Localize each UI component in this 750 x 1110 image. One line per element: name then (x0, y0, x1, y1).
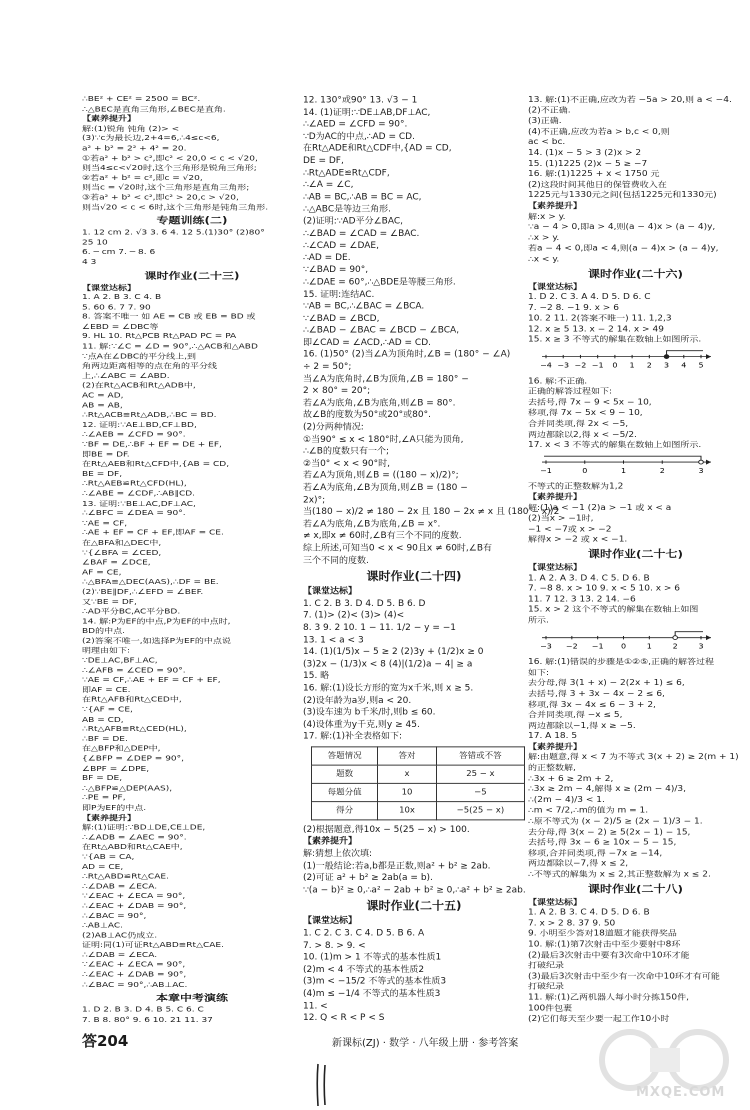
answer-line: (2)证明:∵AD平分∠BAC, (303, 216, 403, 227)
answer-line: 又∵BE = DF, (82, 598, 137, 606)
answer-line: ∴AB = BC,∴AB = BC = AC, (303, 192, 422, 203)
answer-line: 9. 小明至少答对18道题才能获得奖品 (528, 929, 677, 939)
answer-line: −1 < −7或 x > −2 (528, 525, 612, 534)
answer-line: 角两边距离相等的点在角的平分线 (82, 362, 218, 371)
table-cell: 得分 (312, 802, 378, 820)
answer-line: 7. −8 8. x > 10 9. x < 5 10. x > 6 (528, 584, 681, 594)
answer-line: ∵{AF = CE, (82, 706, 133, 714)
answer-line: 1. A 2. B 3. C 4. D 5. D 6. B (528, 908, 650, 918)
answer-line: ∴∠A = ∠C, (303, 180, 354, 191)
answer-line: 14. (1)x − 5 > 3 (2)x > 2 (528, 148, 642, 158)
answer-line: 移项,合并同类项,得 −7x ≥ −14, (528, 849, 663, 858)
answer-line: 在Rt△AEB和Rt△CFD中,{AB = CD, (82, 460, 230, 469)
answer-line: (2)在Rt△ACB和Rt△ADB中, (82, 382, 196, 391)
answer-line: (2)∵BE∥DF,∴∠EFD = ∠BEF. (82, 588, 204, 597)
answer-line: 100件包裹 (528, 1004, 573, 1013)
answer-line: 解得x > −2 或 x < −1. (528, 535, 628, 545)
answer-line: 12. 130°或90° 13. √3 − 1 (303, 95, 418, 106)
answer-line: 13. 解:(1)不正确,应改为若 −5a > 20,则 a < −4. (528, 95, 732, 105)
answer-line: ∴∠BAC = 90°, (82, 912, 147, 921)
number-line-label: −1 (591, 641, 604, 651)
answer-line: 15. (1)1225 (2)x − 5 ≥ −7 (528, 159, 648, 169)
answer-line: AB = CD, (82, 716, 124, 724)
answer-line: 25 10 (82, 238, 108, 247)
table-cell: 答对 (378, 747, 437, 765)
number-line-label: 0 (612, 361, 618, 370)
section-heading: 课时作业(二十六) (588, 267, 683, 280)
answer-line: (3)正确. (528, 117, 562, 126)
answer-line: BD的中点. (82, 627, 125, 636)
answer-line: 11. < (303, 1001, 328, 1012)
number-line-label: 5 (698, 361, 704, 370)
answer-line: AF = CE, (82, 568, 122, 577)
answer-line: ∴PE = PF, (82, 794, 126, 803)
answer-line: 即P为EF的中点. (82, 804, 147, 813)
solution-ray (544, 456, 701, 462)
answer-line: 11. 解:(1)乙两机器人每小时分拣150件, (528, 993, 689, 1003)
answer-line: ∴Rt△AEB≌Rt△CFD(HL), (82, 480, 187, 489)
answer-line: 在△BFA和△DEC中, (82, 539, 162, 548)
score-table (311, 746, 525, 820)
table-cell: 答题情况 (312, 747, 378, 765)
answer-line: 1. D 2. C 3. A 4. D 5. D 6. C (528, 293, 651, 302)
answer-line: 7. B 8. 80° 9. 6 10. 21 11. 37 (82, 1016, 213, 1025)
answer-line: (1)一般结论:若a,b都是正数,则a² + b² ≥ 2ab. (303, 861, 491, 871)
answer-line: ∵{AB = CA, (82, 853, 135, 862)
answer-line: (2)m < 4 不等式的基本性质2 (303, 965, 425, 975)
answer-line: ∵∠BAD = 90°, (303, 265, 369, 275)
answer-line: ∴∠AFB = ∠CED = 90°. (82, 666, 186, 675)
right-column (528, 95, 743, 1025)
answer-line: 解:x > y. (528, 212, 566, 222)
answer-line: 打破纪录 (528, 983, 565, 992)
number-line-label: 0 (582, 466, 588, 475)
answer-line: ∴3x ≥ 2m − 4,解得 x ≥ (2m − 4)/3, (528, 785, 686, 794)
answer-line: ∵AE = CF,∴AE + EF = CF + EF, (82, 676, 221, 685)
answer-line: ∠EBD = ∠DBC等 (82, 323, 159, 332)
answer-line: ∴AD = DE. (303, 253, 351, 263)
number-line-label: 3 (664, 361, 670, 370)
answer-line: 证明:同(1)可证Rt△ABD≌Rt△CAE. (82, 941, 224, 950)
answer-line: (4)m ≤ −1/4 不等式的基本性质3 (303, 989, 441, 1000)
answer-line: ∵a − 4 > 0,即a > 4,则(a − 4)x > (a − 4)y, (528, 223, 716, 232)
number-line-label: 2 (672, 641, 678, 651)
answer-line: 8. 3 9. 2 10. 1 − 11. 1/2 − y = −1 (303, 623, 457, 633)
answer-line: 解:(1)a < −1 (2)a > −1 或 x < a (528, 503, 672, 513)
table-cell: 答错或不答 (436, 747, 524, 765)
answer-line: 打破纪录 (528, 961, 565, 971)
answer-line: (2)分两种情况: (303, 422, 364, 433)
number-line-label: 3 (698, 466, 704, 475)
answer-line: ∴AD平分BC,AC平分BD. (82, 608, 181, 616)
number-line-label: 1 (646, 641, 652, 651)
answer-line: ∴∠BAD = ∠CAD = ∠BAC. (303, 229, 420, 239)
answer-line: 解:猜想上依次填: (303, 849, 373, 859)
answer-line: (2)AB⊥AC仍成立. (82, 931, 158, 940)
answer-line: 合并同类项,得 −x ≤ 5, (528, 711, 623, 720)
answer-line: ∴Rt△ADE≌Rt△CDF, (303, 168, 390, 179)
answer-line: 若∠A为底角,∠B为顶角,则∠B = (180 − (303, 483, 468, 493)
answer-line: 15. 略 (303, 671, 330, 682)
number-line-label: 1 (629, 361, 635, 370)
section-heading: 专题训练(二) (156, 215, 228, 227)
subsection-tag: 【课堂达标】 (528, 898, 583, 907)
number-line-arrow (706, 635, 711, 640)
answer-line: ∵点A在∠DBC的平分线上,到 (82, 352, 197, 361)
answer-line: 15. x ≥ 3 不等式的解集在数轴上如图所示. (528, 335, 702, 345)
answer-line: AB = AB, (82, 401, 123, 410)
answer-line: 12. x ≥ 5 13. x − 2 14. x > 49 (528, 325, 664, 334)
answer-line: 10. 2 11. 2(答案不唯一) 11. 1,2,3 (528, 314, 672, 324)
endpoint-dot (699, 460, 704, 464)
book-title: 新课标(ZJ) · 数学 · 八年级上册 · 参考答案 (332, 1038, 519, 1049)
answer-line: 如下: (528, 668, 550, 678)
answer-line: 若a − 4 < 0,即a < 4,则(a − 4)x > (a − 4)y, (528, 244, 719, 254)
answer-line: 8. 答案不唯一 如 AE = CB 或 EB = BD 或 (82, 313, 256, 322)
answer-line: 移项,得 7x − 5x < 9 − 10, (528, 409, 643, 418)
answer-line: ∴∠AED = ∠CFD = 90°. (303, 120, 408, 130)
answer-line: AC = AD, (82, 392, 124, 400)
answer-line: ∴x > y. (528, 234, 560, 243)
number-line-label: 3 (698, 641, 704, 651)
answer-line: 若∠A为底角,∠B为底角,则∠B = 80°. (303, 398, 456, 409)
answer-line: 在Rt△ABD和Rt△CAE中, (82, 843, 183, 852)
answer-line: ∴∠B的度数只有一个; (303, 446, 390, 457)
subsection-tag: 【课堂达标】 (528, 282, 583, 292)
answer-line: ∴Rt△AFB≌Rt△CED(HL), (82, 725, 187, 734)
answer-line: 1. A 2. B 3. C 4. B (82, 293, 162, 302)
answer-line: 1. D 2. B 3. D 4. B 5. C 6. C (82, 1006, 204, 1015)
number-line-arrow (706, 459, 711, 464)
answer-line: 即AF = CE. (82, 686, 131, 695)
answer-line: (2)可证 a² + b² ≥ 2ab(a = b). (303, 873, 433, 884)
answer-line: BF = DE, (82, 774, 123, 783)
answer-line: ②当0° < x < 90°时, (303, 458, 390, 469)
answer-line: 17. x < 3 不等式的解集在数轴上如图所示. (528, 441, 702, 450)
answer-line: 正确的解答过程如下: (528, 388, 613, 397)
answer-line: 14. 解:P为EF的中点,P为EF的中点时, (82, 617, 231, 626)
answer-line: ∴不等式的解集为 x ≤ 2,其正整数解为 x ≤ 2. (528, 870, 711, 880)
table-cell: 每题分值 (312, 783, 378, 801)
number-line-graphic (538, 454, 713, 476)
answer-line: ∠BAF = ∠DCE, (82, 558, 151, 567)
table-cell: −5(25 − x) (436, 802, 524, 820)
answer-line: ac < bc. (528, 138, 566, 147)
answer-line: (4)不正确,应改为若a > b,c < 0,则 (528, 127, 670, 137)
answer-line: (2)当x > −1时, (528, 514, 594, 524)
answer-line: 7. x > 2 8. 37 9. 50 (528, 919, 616, 928)
answer-line: 不等式的正整数解为1,2 (528, 482, 624, 492)
answer-line: ∴原不等式为 (x − 2)/5 ≥ (2x − 1)/3 − 1. (528, 817, 703, 826)
answer-line: ∴∠CAD = ∠DAE, (303, 241, 379, 251)
answer-line: 17. A 18. 5 (528, 732, 578, 741)
answer-line: ∴∠AEB = ∠CFD = 90°. (82, 431, 186, 440)
answer-line: 上,∴∠ABC = ∠ABD. (82, 372, 170, 381)
number-line-label: 2 (659, 466, 665, 475)
subsection-tag: 【素养提升】 (528, 493, 583, 502)
answer-line: 即BE = DF. (82, 450, 130, 459)
number-line (538, 629, 743, 655)
answer-line: 去括号,得 3 + 3x − 4x − 2 ≤ 6, (528, 689, 665, 699)
answer-line: 17. 解:(1)补全表格如下: (303, 732, 402, 742)
answer-line: 1. 12 cm 2. √3 3. 6 4. 12 5.(1)30° (2)80° (82, 229, 265, 237)
answer-line: (3)∵c为最长边,2+4=6,∴4≤c<6, (82, 135, 220, 143)
answer-line: 当(180 − x)/2 ≠ 180 − 2x 且 180 − 2x ≠ x 且 (180 − x)/2 (303, 507, 560, 517)
answer-line: ①当90° ≤ x < 180°时,∠A只能为顶角, (303, 434, 464, 445)
answer-line: 移项,得 3x − 4x ≤ 6 − 3 + 2, (528, 700, 656, 709)
answer-line: 的正整数解, (528, 764, 576, 773)
answer-line: (2)最后3次射击中要有3次命中10环才能 (528, 951, 690, 960)
answer-line: 7. −2 8. −1 9. x > 6 (528, 304, 619, 313)
answer-line: (3)m < −15/2 不等式的基本性质3 (303, 977, 447, 987)
answer-line: ≠ x,即x ≠ 60时,∠B有三个不同的度数. (303, 531, 462, 542)
answer-line: ∴3x + 6 ≥ 2m + 2, (528, 774, 614, 784)
answer-line: (2)答案不唯一,如选择P为EF的中点说 (82, 637, 231, 646)
answer-line: 13. 证明:∵BE⊥AC,DF⊥AC, (82, 500, 196, 508)
answer-line: 16. 解:(1)错误的步骤是①②⑤,正确的解答过程 (528, 658, 715, 667)
number-line-arrow (706, 354, 711, 359)
answer-line: 10. 解:(1)第7次射击中至少要射中8环 (528, 940, 681, 950)
subsection-tag: 【素养提升】 (82, 814, 137, 822)
table-row (312, 747, 525, 765)
number-line-graphic (538, 629, 713, 651)
answer-line: ∵D为AC的中点,∴AD = CD. (303, 132, 415, 142)
answer-line: ∵DE⊥AC,BF⊥AC, (82, 657, 158, 665)
answer-line: ②若a² + b² = c²,即c = √20, (82, 174, 203, 183)
answer-line: 10. (1)m > 1 不等式的基本性质1 (303, 953, 442, 963)
answer-line: 1225元与1330元之间(包括1225元和1330元) (528, 191, 717, 200)
answer-line: 12. Q < R < P < S (303, 1013, 385, 1024)
number-line-label: 0 (620, 641, 627, 651)
answer-line: 则当4≤c<√20时,这个三角形是锐角三角形; (82, 164, 257, 173)
answer-line: ∴△BEC是直角三角形,∠BEC是直角. (82, 105, 226, 114)
answer-line: 11. 解:∵∠C = ∠D = 90°,∴△ACB和△ABD (82, 342, 258, 351)
answer-line: AD = CE, (82, 863, 124, 872)
answer-line: 两边都除以2,得 x < −5/2. (528, 430, 637, 440)
answer-line: (2)根据题意,得10x − 5(25 − x) > 100. (303, 825, 470, 835)
number-line-label: −4 (540, 361, 552, 370)
answer-line: ∵∠BAD = ∠BCD, (303, 313, 380, 324)
subsection-tag: 【课堂达标】 (303, 916, 358, 927)
answer-line: ∵∠EAC + ∠ECA = 90°, (82, 961, 186, 970)
answer-line: (2)不正确. (528, 106, 571, 115)
number-line-label: −2 (565, 641, 578, 651)
subsection-tag: 【素养提升】 (82, 115, 137, 124)
left-column (82, 95, 302, 1025)
answer-line: 9. HL 10. Rt△PCB Rt△PAD PC = PA (82, 333, 237, 341)
answer-line: 4 3 (82, 258, 97, 267)
answer-line: ∵{∠BFA = ∠CED, (82, 549, 162, 557)
answer-line: 解:由题意,得 x < 7 为不等式 3(x + 2) ≥ 2(m + 1) (528, 753, 739, 763)
answer-line: ∴∠DAB = ∠ECA. (82, 951, 158, 960)
subsection-tag: 【素养提升】 (528, 202, 583, 211)
answer-line: ∴x < y. (528, 255, 560, 264)
answer-line: 1. C 2. C 3. C 4. D 5. B 6. A (303, 928, 425, 939)
answer-line: 去括号,得 3x − 6 ≥ 10x − 5 − 15, (528, 838, 677, 848)
answer-line: ∴△ABC是等边三角形. (303, 204, 391, 215)
answer-line: ∴∠DAB = ∠ECA. (82, 882, 158, 891)
table-cell: 10 (378, 783, 437, 801)
answer-line: ∴∠BAD − ∠BAC = ∠BCD − ∠BCA, (303, 325, 460, 336)
answer-line: 11. 7 12. 3 13. 2 14. −6 (528, 595, 636, 604)
subsection-tag: 【课堂达标】 (528, 563, 583, 572)
table-cell: 10x (378, 802, 437, 820)
answer-line: 则当c = √20时,这个三角形是直角三角形; (82, 184, 250, 192)
answer-line: ∵AB = BC,∴∠BAC = ∠BCA. (303, 301, 425, 312)
answer-line: (3)最后3次射击中至少有一次命中10环才有可能 (528, 972, 720, 981)
solution-ray (675, 631, 703, 637)
handwritten-mark (312, 1062, 332, 1108)
answer-line: 13. 1 < a < 3 (303, 635, 364, 646)
table-row (312, 802, 525, 820)
answer-line: 去分母,得 3(x − 2) ≥ 5(2x − 1) − 15, (528, 828, 691, 837)
answer-line: 1. A 2. A 3. D 4. C 5. D 6. B (528, 573, 650, 583)
answer-line: 若∠A为顶角,则∠B = ((180 − x)/2)°; (303, 471, 459, 481)
answer-line: 2 × 80° = 20°; (303, 386, 371, 396)
section-heading: 课时作业(二十三) (144, 270, 240, 281)
answer-line: ∴AE + EF = CF + EF,即AF = CE. (82, 529, 224, 538)
answer-line: a² + b² = 2² + 4² = 20. (82, 144, 187, 153)
table-row (312, 783, 525, 801)
answer-line: 16. (1)50° (2)当∠A为顶角时,∠B = (180° − ∠A) (303, 350, 511, 360)
answer-line: 去括号,得 7x − 9 < 5x − 10, (528, 398, 652, 408)
number-line-label: −3 (540, 641, 552, 651)
answer-line: 16. 解:(1)1225 + x < 1750 元 (528, 170, 660, 179)
section-heading: 课时作业(二十七) (588, 548, 683, 560)
answer-line: 15. x > 2 这个不等式的解集在数轴上如图 (528, 605, 699, 615)
answer-line: ③若a² + b² < c²,即c² > 20,c > √20, (82, 193, 239, 202)
watermark-text: MXQE.COM (636, 1085, 726, 1100)
number-line (538, 348, 743, 374)
answer-line: ∴Rt△ACB≌Rt△ADB,∴BC = BD. (82, 411, 217, 420)
answer-line: ∵(a − b)² ≥ 0,∴a² − 2ab + b² ≥ 0,∴a² + b² ≥ 2ab. (303, 885, 526, 896)
answer-line: ∴m < 7/2,∴m的值为 m = 1. (528, 806, 649, 816)
answer-line: 2x)°; (303, 495, 326, 505)
answer-line: 15. 证明:连结AC. (303, 289, 375, 300)
answer-line: DE = DF, (303, 156, 344, 167)
answer-line: 则当√20 < c < 6时,这个三角形是钝角三角形. (82, 203, 269, 212)
answer-line: (4)设体重为y千克,则y ≥ 45. (303, 720, 420, 730)
answer-line: ∴∠EAC + ∠DAB = 90°, (82, 902, 187, 911)
answer-line: 解:(1)锐角 钝角 (2)> < (82, 125, 180, 134)
section-heading: 课时作业(二十四) (366, 569, 462, 584)
answer-line: 1. C 2. B 3. D 4. D 5. B 6. D (303, 599, 426, 609)
answer-line: 去分母,得 3(1 + x) − 2(2x + 1) ≤ 6, (528, 679, 685, 688)
answer-line: ÷ 2 = 50°; (303, 362, 352, 372)
answer-line: (3)2x − (1/3)x < 8 (4)|(1/2)a − 4| ≥ a (303, 659, 473, 670)
answer-line: 综上所述,可知当0 < x < 90且x ≠ 60时,∠B有 (303, 543, 493, 554)
answer-line: BE = DF, (82, 470, 123, 479)
answer-line: (2)这段时间其他日的保管费收入在 (528, 180, 667, 190)
answer-line: {∠BFP = ∠DEP = 90°, (82, 755, 185, 764)
answer-line: 在Rt△AFB和Rt△CED中, (82, 696, 182, 705)
answer-line: ∴△BFP≌△DEP(AAS), (82, 784, 173, 793)
answer-line: 7. > 8. > 9. < (303, 941, 366, 951)
answer-line: 明理由如下: (82, 647, 131, 656)
endpoint-dot (664, 355, 669, 359)
page-number: 答204 (82, 1032, 129, 1050)
answer-line: 12. 证明:∵AE⊥BD,CF⊥BD, (82, 421, 197, 430)
solution-ray (667, 351, 703, 357)
number-line (538, 454, 743, 480)
answer-line: ∴∠ABE = ∠CDF,∴AB∥CD. (82, 490, 196, 499)
section-heading: 课时作业(二十五) (366, 899, 462, 914)
answer-line: ∴∠BAC = 90°,∴AB⊥AC. (82, 981, 188, 989)
answer-line: ∴∠ADB = ∠AEC = 90°. (82, 833, 187, 842)
answer-line: ∴∠BFC = ∠DEA = 90°. (82, 509, 186, 518)
answer-line: 5. 60 6. 7 7. 90 (82, 303, 151, 312)
answer-line: 两边都除以−1,得 x ≥ −5. (528, 721, 636, 731)
subsection-tag: 【课堂达标】 (82, 284, 137, 292)
number-line-label: −1 (591, 361, 604, 370)
answer-line: ∴AB⊥AC. (82, 922, 124, 930)
answer-line: 在△BFP和△DEP中, (82, 745, 161, 754)
answer-line: (2)它们每天至少要一起工作10小时 (528, 1014, 670, 1024)
table-cell: x (378, 765, 437, 783)
answer-line: 16. 解:(1)设长方形的宽为x千米,则 x ≥ 5. (303, 683, 474, 694)
section-heading: 本章中考演练 (155, 992, 228, 1004)
answer-line: 若∠A为底角,∠B为底角,∠B = x°. (303, 519, 441, 530)
answer-line: ∵AE = CF, (82, 519, 128, 528)
number-line-label: −1 (540, 466, 552, 475)
number-line-label: −2 (574, 361, 587, 370)
answer-line: (3)设车速为 b千米/时,则b ≤ 60. (303, 708, 436, 718)
answer-line: 两边都除以−7,得 x ≤ 2, (528, 859, 629, 869)
table-cell: −5 (436, 783, 524, 801)
answer-line: 合并同类项,得 2x < −5, (528, 419, 629, 429)
answer-line: ∴△BFA≌△DEC(AAS),∴DF = BE. (82, 578, 219, 587)
table-row (312, 765, 525, 783)
table-cell: 25 − x (436, 765, 524, 783)
answer-line: 当∠A为底角时,∠B为顶角,∠B = 180° − (303, 374, 469, 384)
answer-line: 故∠B的度数为50°或20°或80°. (303, 410, 431, 421)
answer-line: (2)设年龄为a岁,则a < 20. (303, 695, 412, 706)
table-cell: 题数 (312, 765, 378, 783)
answer-line: 三个不同的度数. (303, 555, 369, 566)
answer-line: 14. (1)证明:∵DE⊥AB,DF⊥AC, (303, 108, 431, 118)
answer-line: ∴Rt△ABD≌Rt△CAE. (82, 873, 169, 881)
answer-line: 16. 解:不正确. (528, 377, 588, 386)
answer-line: 即∠CAD = ∠ACD,∴AD = CD. (303, 337, 431, 348)
answer-line: ∠BPF = ∠DPE, (82, 765, 150, 773)
answer-line: ∵BF = DE,∴BF + EF = DE + EF, (82, 441, 222, 449)
answer-line: ∴∠DAE = 60°,∴△BDE是等腰三角形. (303, 277, 456, 288)
answer-line: ∴BE² + CE² = 2500 = BC². (82, 95, 201, 104)
answer-line: 在Rt△ADE和Rt△CDF中,{AD = CD, (303, 144, 452, 154)
number-line-label: 1 (620, 466, 627, 475)
section-heading: 课时作业(二十八) (588, 882, 683, 895)
subsection-tag: 【课堂达标】 (303, 587, 358, 597)
number-line-label: −3 (557, 361, 570, 370)
subsection-tag: 【素养提升】 (303, 837, 358, 847)
answer-line: 解:(1)证明:∵BD⊥DE,CE⊥DE, (82, 823, 206, 832)
answer-line: ∴(2m − 4)/3 < 1. (528, 796, 605, 805)
answer-line: 7. (1)> (2)< (3)> (4)< (303, 611, 405, 621)
answer-line: ∴BF = DE. (82, 735, 128, 744)
answer-line: 所示. (528, 616, 549, 625)
subsection-tag: 【素养提升】 (528, 743, 583, 752)
number-line-label: 2 (646, 361, 652, 370)
number-line-graphic (538, 348, 713, 370)
answer-line: ∵∠EAC + ∠ECA = 90°, (82, 892, 186, 901)
answer-line: ∴∠EAC + ∠DAB = 90°, (82, 971, 187, 980)
answer-line: 14. (1)(1/5)x − 5 ≥ 2 (2)3y + (1/2)x ≥ 0 (303, 647, 484, 658)
endpoint-dot (673, 635, 678, 639)
answer-line: ①若a² + b² > c²,即c² < 20,0 < c < √20, (82, 154, 258, 163)
answer-line: 6. ─ cm 7. ─ 8. 6 (82, 248, 156, 257)
number-line-label: 4 (681, 361, 687, 370)
